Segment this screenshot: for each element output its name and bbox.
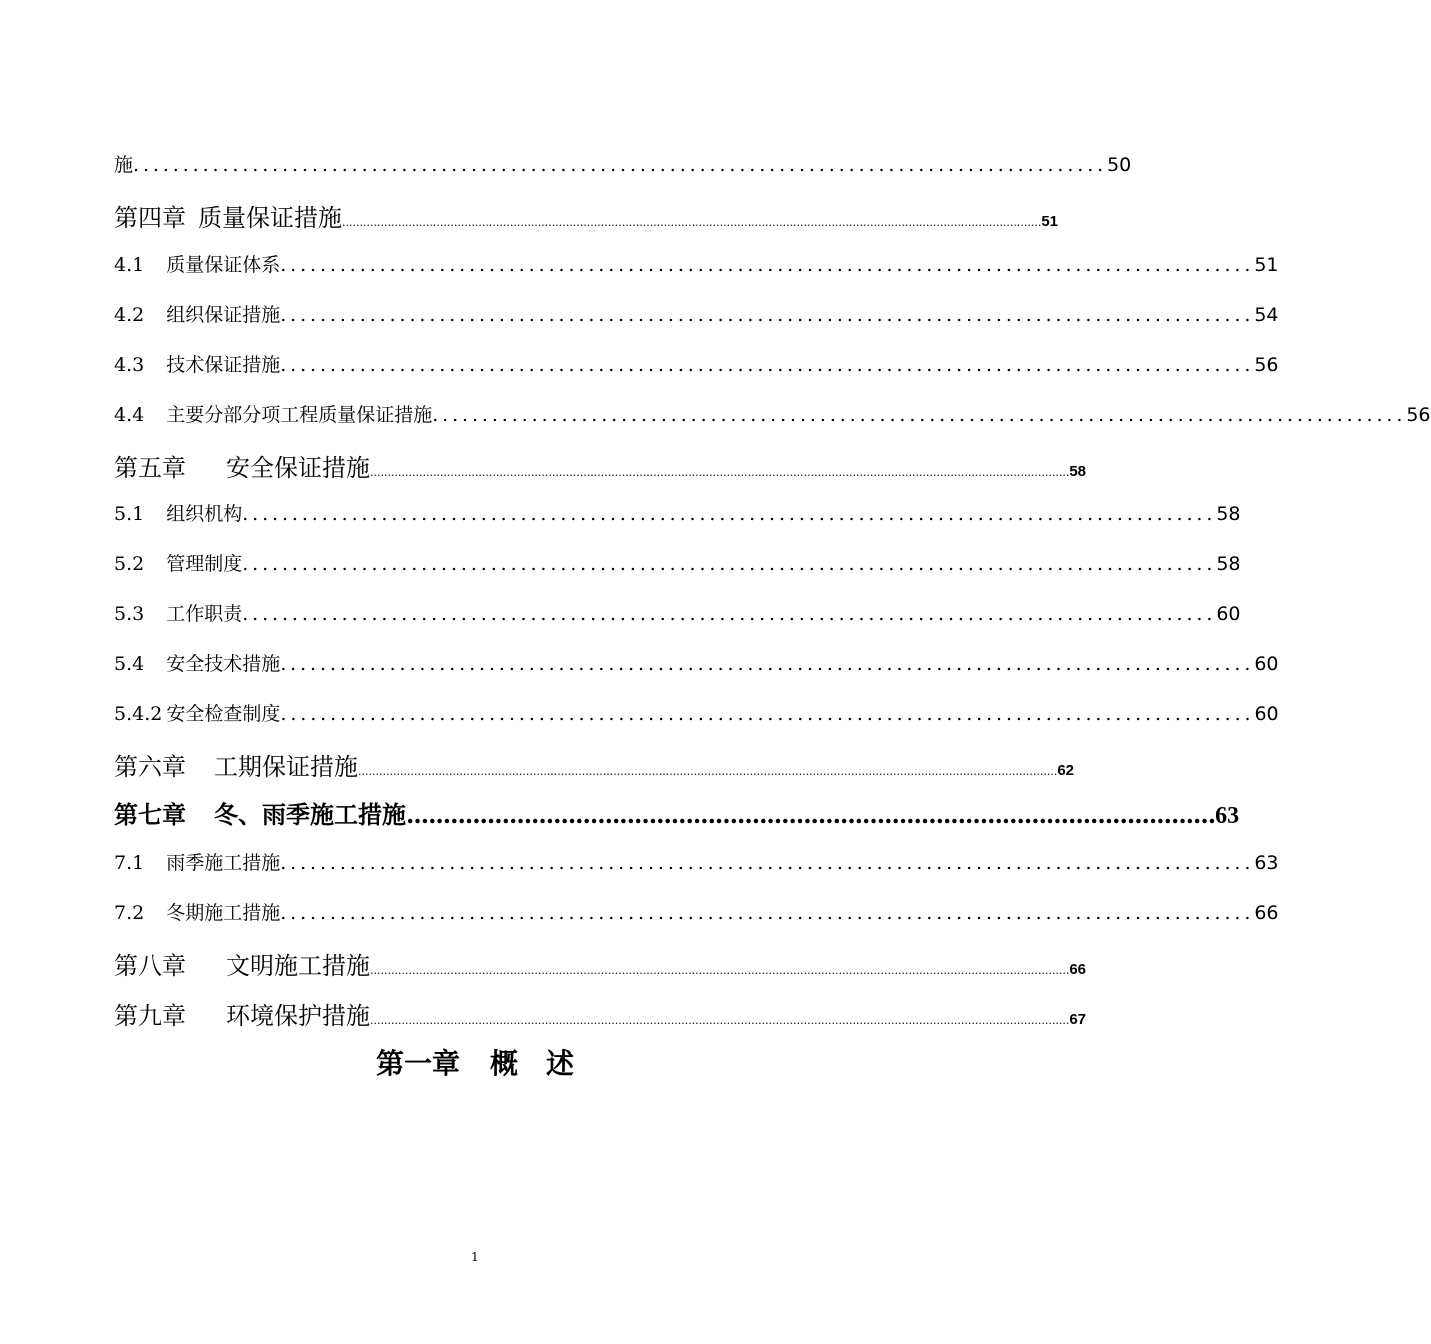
toc-chapter-page: 66	[1069, 961, 1087, 978]
toc-leader-dots: ..................................................................................................	[242, 603, 1217, 625]
toc-leader-dots: ..................................................................................................	[242, 503, 1217, 525]
toc-leader-dots: ........................................................................................................................................................................................................	[370, 964, 1070, 977]
toc-entry-title: 5.3 工作职责	[114, 603, 243, 625]
toc-entry-page: 58	[1216, 503, 1241, 525]
toc-entry[interactable]	[114, 599, 1241, 626]
toc-entry-page: 56	[1254, 354, 1279, 376]
toc-entry-title: 5.2 管理制度	[114, 553, 243, 575]
toc-leader-dots: ..................................................................................................	[280, 703, 1255, 725]
toc-chapter[interactable]	[114, 448, 1087, 483]
toc-entry-title: 4.2 组织保证措施	[114, 304, 281, 326]
toc-entry-page: 50	[1107, 154, 1132, 176]
toc-chapter-title: 第九章 环境保护措施	[114, 1002, 370, 1030]
toc-leader-dots: ..................................................................................................	[280, 304, 1255, 326]
toc-chapter[interactable]	[114, 795, 1240, 830]
chapter-heading-word: 概	[489, 1047, 518, 1080]
toc-entry[interactable]	[114, 848, 1279, 875]
toc-entry-title: 施	[114, 154, 134, 176]
toc-chapter-title: 第五章 安全保证措施	[114, 454, 370, 482]
toc-entry-page: 58	[1216, 553, 1241, 575]
toc-entry-title: 4.1 质量保证体系	[114, 254, 281, 276]
toc-leader-dots: ........................................................................................................................................................................................................	[342, 216, 1042, 229]
toc-entry-page: 63	[1254, 852, 1279, 874]
toc-leader-dots: ..................................................................................................	[280, 653, 1255, 675]
toc-chapter-page: 63	[1215, 803, 1240, 829]
toc-entry[interactable]	[114, 300, 1279, 327]
toc-entry-title: 4.3 技术保证措施	[114, 354, 281, 376]
toc-entry-page: 56	[1406, 404, 1431, 426]
toc-chapter[interactable]	[114, 996, 1087, 1031]
toc-entry-page: 54	[1254, 304, 1279, 326]
toc-chapter-title: 第四章 质量保证措施	[114, 204, 342, 232]
toc-entry-page: 51	[1254, 254, 1279, 276]
toc-leader-dots: ..................................................................................................	[242, 553, 1217, 575]
toc-chapter-page: 67	[1069, 1011, 1087, 1028]
toc-entry-page: 60	[1254, 703, 1279, 725]
toc-entry-page: 66	[1254, 902, 1279, 924]
toc-leader-dots: ........................................................................................................................................................................................................	[370, 1014, 1070, 1027]
toc-entry[interactable]	[114, 549, 1241, 576]
toc-chapter-title: 第六章 工期保证措施	[114, 753, 358, 781]
toc-chapter[interactable]	[114, 946, 1087, 981]
toc-chapter-page: 62	[1057, 762, 1075, 779]
toc-entry[interactable]	[114, 649, 1279, 676]
toc-entry-title: 5.4.2 安全检查制度	[114, 703, 281, 725]
toc-entry-title: 7.1 雨季施工措施	[114, 852, 281, 874]
toc-leader-dots: ........................................................................................................................................................................................................	[358, 765, 1058, 778]
toc-leader-dots: ........................................................................................................................................................................................................	[370, 466, 1070, 479]
toc-entry-title: 5.1 组织机构	[114, 503, 243, 525]
chapter-heading-word: 述	[546, 1047, 575, 1080]
toc-entry[interactable]	[114, 350, 1279, 377]
toc-leader-dots: ..................................................................................................	[280, 354, 1255, 376]
toc-chapter-page: 58	[1069, 463, 1087, 480]
toc-entry-title: 4.4 主要分部分项工程质量保证措施	[114, 404, 433, 426]
toc-entry-title: 7.2 冬期施工措施	[114, 902, 281, 924]
toc-chapter-page: 51	[1041, 213, 1059, 230]
toc-entry[interactable]	[114, 898, 1279, 925]
page-number: 1	[471, 1250, 479, 1264]
toc-entry-title: 5.4 安全技术措施	[114, 653, 281, 675]
toc-entry[interactable]	[114, 250, 1279, 277]
toc-leader-dots: ..................................................................................................	[133, 154, 1108, 176]
toc-leader-dots: ..............................................................................................................	[406, 800, 1216, 829]
toc-leader-dots: ..................................................................................................	[280, 852, 1255, 874]
toc-chapter[interactable]	[114, 747, 1075, 782]
toc-entry-page: 60	[1216, 603, 1241, 625]
toc-chapter-title: 第七章 冬、雨季施工措施	[114, 800, 406, 829]
chapter-heading	[0, 1042, 950, 1082]
toc-leader-dots: ..................................................................................................	[280, 902, 1255, 924]
toc-chapter[interactable]	[114, 198, 1059, 233]
toc-entry[interactable]	[114, 699, 1279, 726]
toc-leader-dots: ..................................................................................................	[280, 254, 1255, 276]
toc-leader-dots: ..................................................................................................	[432, 404, 1407, 426]
toc-entry[interactable]	[114, 150, 1132, 177]
toc-entry[interactable]	[114, 400, 1431, 427]
toc-entry[interactable]	[114, 499, 1241, 526]
chapter-heading-prefix: 第一章	[375, 1047, 460, 1080]
toc-entry-page: 60	[1254, 653, 1279, 675]
toc-chapter-title: 第八章 文明施工措施	[114, 952, 370, 980]
